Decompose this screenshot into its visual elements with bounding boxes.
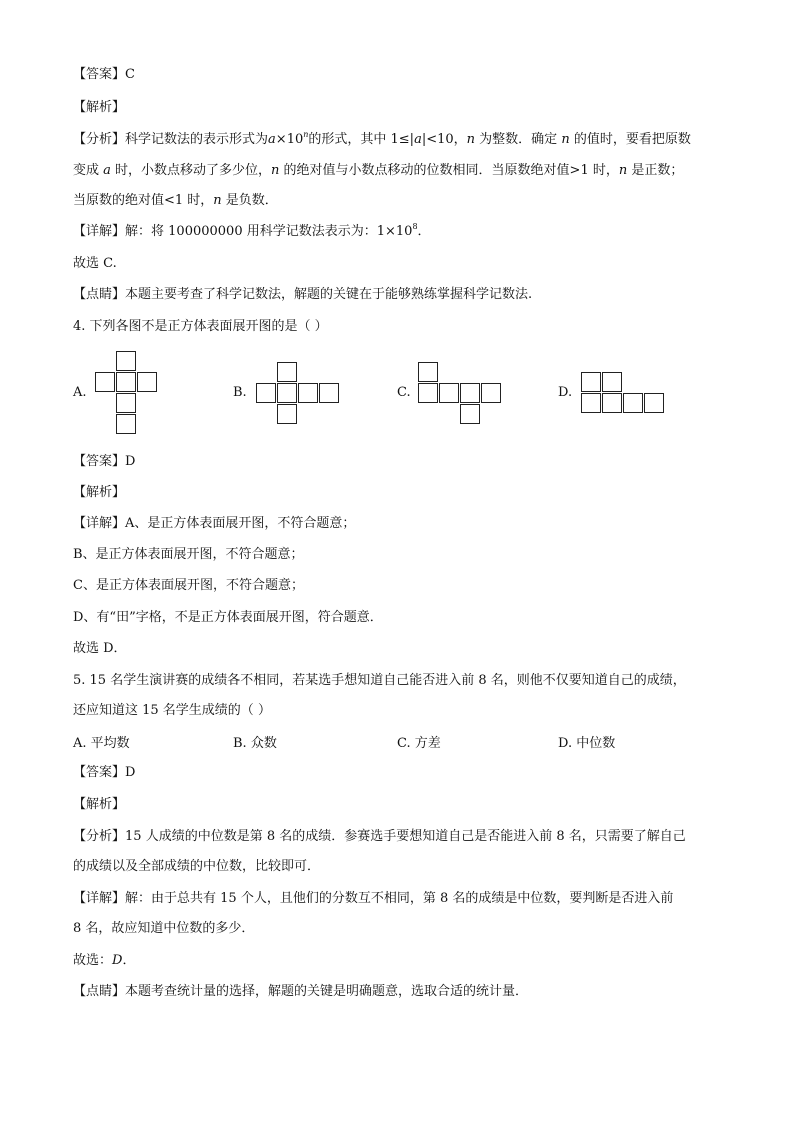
q4-detail-line-a (73, 515, 355, 533)
q4-analysis-heading (73, 484, 125, 502)
net-cell (623, 393, 643, 413)
text: 是正数； (627, 163, 684, 178)
answer-tag: 【答案】 (73, 454, 126, 469)
var-a: a (268, 132, 276, 147)
net-cell (95, 372, 115, 392)
exponent-n: n (303, 130, 309, 139)
analysis-tag: 【解析】 (73, 797, 126, 812)
q5-stem-line-2 (73, 702, 271, 720)
q3-detail-line (73, 223, 431, 241)
q3-fenxi-line-3 (73, 192, 278, 210)
q4-detail-line-b (73, 546, 304, 564)
detail-text: 解：由于总共有 15 个人，且他们的分数互不相同，第 8 名的成绩是中位数，要判断是否进入前 (125, 891, 674, 906)
text: 时，小数点移动了多少位， (110, 163, 272, 178)
q3-fenxi-line-1 (73, 131, 691, 149)
text: 当原数的绝对值<1 时， (73, 193, 214, 208)
q4-detail-line-c (73, 577, 304, 595)
net-cell (116, 414, 136, 434)
q5-choose-line (73, 952, 135, 970)
answer-tag: 【答案】 (73, 765, 126, 780)
net-cell (256, 383, 276, 403)
net-cell (460, 404, 480, 424)
comment-text: 本题考查统计量的选择，解题的关键是明确题意，选取合适的统计量． (125, 984, 529, 999)
detail-tag: 【详解】 (73, 224, 126, 239)
exponent: 8 (412, 222, 418, 231)
q3-analysis-heading (73, 99, 125, 117)
text: ． (417, 224, 431, 239)
net-cell (460, 383, 480, 403)
q5-answer-line (73, 764, 135, 782)
choose-text: 故选 C. (73, 256, 117, 271)
analysis-tag: 【解析】 (73, 485, 126, 500)
detail-text: D、有“田”字格，不是正方体表面展开图，符合题意． (73, 610, 383, 625)
net-cell (116, 351, 136, 371)
var-n: n (618, 163, 628, 178)
detail-text: C、是正方体表面展开图，不符合题意； (73, 578, 304, 593)
net-cell (602, 372, 622, 392)
net-cell (116, 372, 136, 392)
text: |<10， (421, 132, 467, 147)
text: 科学记数法的表示形式为 (125, 132, 269, 147)
option-a: A. 平均数 (73, 736, 130, 751)
choose-answer: D (112, 953, 123, 968)
var-n: n (466, 132, 476, 147)
detail-text: 8 名，故应知道中位数的多少． (73, 921, 255, 936)
text: 的值时，要看把原数 (569, 132, 691, 147)
net-cell (439, 383, 459, 403)
q3-answer-line (73, 66, 135, 84)
net-cell (581, 393, 601, 413)
fenxi-tag: 【分析】 (73, 132, 126, 147)
fenxi-text: 的成绩以及全部成绩的中位数，比较即可． (73, 859, 321, 874)
analysis-tag: 【解析】 (73, 100, 126, 115)
text: 为整数．确定 (475, 132, 562, 147)
net-cell (298, 383, 318, 403)
q3-fenxi-line-2 (73, 162, 683, 180)
question-stem: 5. 15 名学生演讲赛的成绩各不相同，若某选手想知道自己能否进入前 8 名，则他不仅要知道自己的成绩， (73, 673, 686, 688)
option-c-label: C. (397, 385, 411, 400)
fenxi-text: 15 人成绩的中位数是第 8 名的成绩．参赛选手要想知道自己是否能进入前 8 名，只需要了解自己 (125, 829, 686, 844)
q3-comment-line (73, 286, 532, 304)
q3-choose-line (73, 255, 117, 273)
text: ×10 (275, 132, 304, 147)
detail-tag: 【详解】 (73, 891, 126, 906)
option-b: B. 众数 (233, 736, 277, 751)
net-cell (481, 383, 501, 403)
answer-value: D (125, 765, 136, 780)
net-cell (418, 383, 438, 403)
q4-detail-line-d (73, 609, 383, 627)
q5-analysis-heading (73, 796, 125, 814)
answer-value: C (125, 67, 135, 82)
fenxi-tag: 【分析】 (73, 829, 126, 844)
net-cell (277, 383, 297, 403)
text: 是负数． (221, 193, 278, 208)
var-a: a (414, 132, 422, 147)
q4-stem (73, 318, 328, 336)
choose-text: 故选 D． (73, 641, 127, 656)
option-d-label: D. (558, 385, 573, 400)
question-stem: 还应知道这 15 名学生成绩的（ ） (73, 703, 271, 718)
var-n: n (271, 163, 280, 178)
net-cell (581, 372, 601, 392)
question-stem: 4. 下列各图不是正方体表面展开图的是（ ） (73, 319, 328, 334)
q5-detail-line-2 (73, 920, 254, 938)
q5-detail-line-1 (73, 890, 673, 908)
q5-comment-line (73, 983, 528, 1001)
net-cell (644, 393, 664, 413)
text: 的形式，其中 1≤| (308, 132, 415, 147)
net-cell (319, 383, 339, 403)
text: 变成 (73, 163, 104, 178)
var-a: a (103, 163, 111, 178)
answer-value: D (125, 454, 136, 469)
answer-tag: 【答案】 (73, 67, 126, 82)
option-b-label: B. (233, 385, 247, 400)
choose-text: 故选： (73, 953, 113, 968)
q4-choose-line (73, 640, 127, 658)
comment-text: 本题主要考查了科学记数法，解题的关键在于能够熟练掌握科学记数法. (125, 287, 533, 302)
net-cell (137, 372, 157, 392)
q5-fenxi-line-1 (73, 828, 686, 846)
q5-fenxi-line-2 (73, 858, 320, 876)
text: 的绝对值与小数点移动的位数相同．当原数绝对值>1 时， (279, 163, 619, 178)
var-n: n (561, 132, 570, 147)
net-cell (418, 362, 438, 382)
detail-text: B、是正方体表面展开图，不符合题意； (73, 547, 304, 562)
choose-text: ． (122, 953, 136, 968)
comment-tag: 【点睛】 (73, 287, 126, 302)
text: 解：将 100000000 用科学记数法表示为：1×10 (125, 224, 413, 239)
var-n: n (213, 193, 222, 208)
net-cell (602, 393, 622, 413)
net-cell (277, 404, 297, 424)
q5-stem-line-1 (73, 672, 686, 690)
q4-answer-line (73, 453, 135, 471)
detail-text: A、是正方体表面展开图，不符合题意； (125, 516, 356, 531)
net-cell (116, 393, 136, 413)
option-a-label: A. (73, 385, 87, 400)
net-cell (277, 362, 297, 382)
option-c: C. 方差 (397, 736, 441, 751)
option-d: D. 中位数 (558, 736, 616, 751)
detail-tag: 【详解】 (73, 516, 126, 531)
comment-tag: 【点睛】 (73, 984, 126, 999)
